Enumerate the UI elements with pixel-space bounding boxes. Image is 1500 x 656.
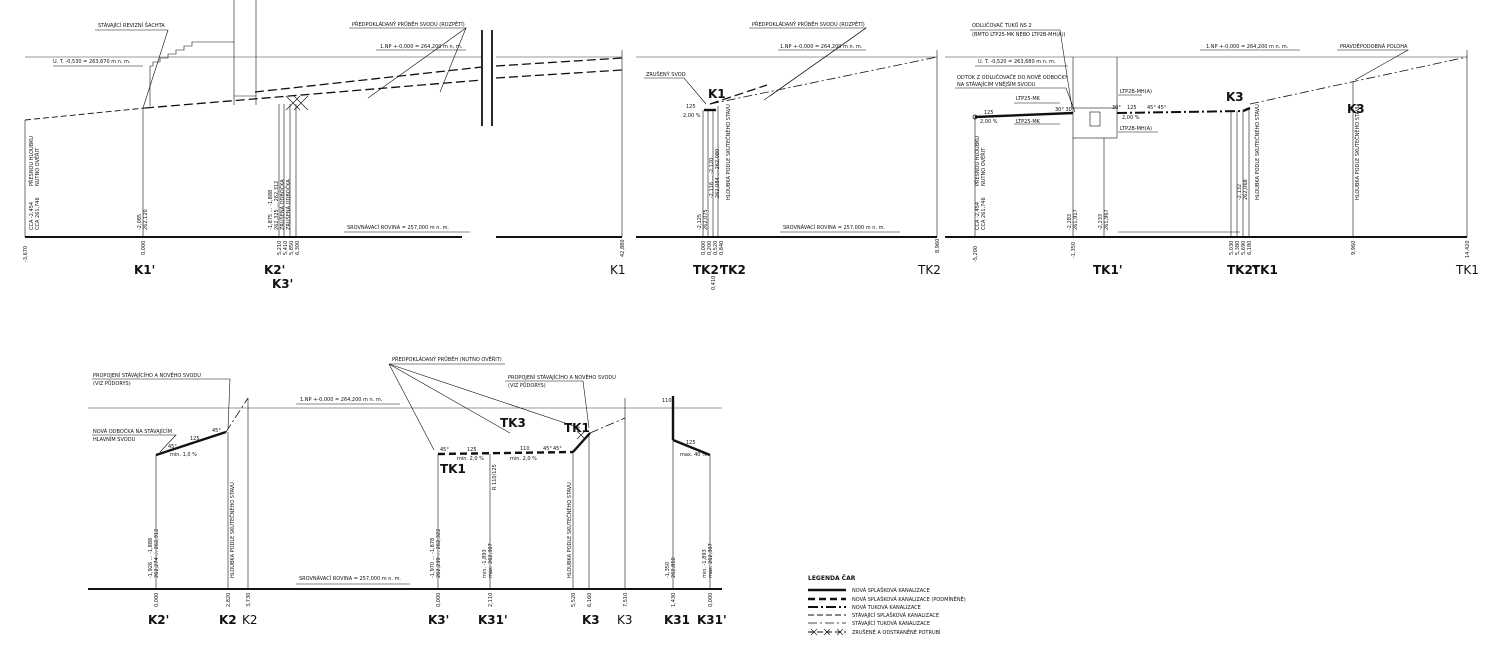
pipe-slope: min. 1,0 % [170,452,197,458]
node-label: K2' [148,613,170,627]
station: 5,030 [1229,240,1235,255]
depth-note: HLOUBKA PODLE SKUTEČNÉHO STAVU [1255,104,1261,200]
legend-item: NOVÁ SPLAŠKOVÁ KANALIZACE [852,588,930,594]
invert-depth: -2,085 [137,213,143,230]
bend-angle: 45° [212,428,221,434]
bend-angle: 45° [543,446,552,452]
node-label: TK1 [1252,263,1278,277]
invert-elevation: 262,068 [1243,179,1249,200]
station: 6,300 [295,240,301,255]
new-sewer-conditional [438,452,573,454]
cca-depth: CCA -2,454 [29,201,35,230]
station: 1,430 [671,592,677,607]
station: 0,000 [708,592,714,607]
invert-depth: -2,283 [1067,213,1073,230]
station: 0,000 [141,240,147,255]
existing-grease-sewer [1250,57,1467,104]
node-label: K31' [697,613,727,627]
pipe-dn: 110 [520,446,530,452]
cca-elevation: CCA 261,746 [981,197,987,230]
depth-note: NUTNO OVĚŘIT [35,147,41,186]
invert-elevation: 262,084 ... 262,080 [715,148,721,198]
invert-elevation: max. 262,307 [488,543,494,578]
station: 0,200 [707,240,713,255]
station: -5,200 [973,245,979,262]
station: 7,510 [623,592,629,607]
station: -3,670 [23,245,29,262]
legend-item: STÁVAJÍCÍ TUKOVÁ KANALIZACE [852,621,931,627]
node-label: TK1 [1456,263,1479,277]
cca-depth: CCA -2,454 [975,201,981,230]
assumed-route-upper [255,67,482,92]
station: 0,840 [719,240,725,255]
outflow-label: NA STÁVAJÍCÍM VNĚJŠÍM SVODU [957,82,1036,88]
node-label: K31' [478,613,508,627]
node-label: K1 [610,263,626,277]
floor-label: 1.NP +-0,000 = 264,200 m n. m. [300,397,383,403]
connection-label: (VIZ PŮDORYS) [93,381,131,387]
existing-sewer [590,418,625,433]
station: 5,210 [277,240,283,255]
cancelled-branch: ZRUŠENÁ ODBOČKA [286,179,292,230]
bend-angle: 45° [440,447,449,453]
bend-angle: 45° [168,444,177,450]
station: 9,960 [1351,240,1357,255]
assumed-route-label: PŘEDPOKLÁDANÝ PRŮBĚH SVODU (ROZPĚTÍ) [352,22,465,28]
invert-depth: -2,116 ... -2,120 [709,157,715,198]
separator-type: LTP2B-MH(A) [1120,126,1152,132]
probable-position-label: PRAVDĚPODOBNÁ POLOHA [1340,44,1408,50]
datum-label: SROVNÁVACÍ ROVINA = 257,000 m n. m. [783,225,886,231]
bend-angle: 45° [553,446,562,452]
invert-depth: -1,970 ... -1,878 [430,537,436,578]
station: 3,730 [246,592,252,607]
outflow-label: ODTOK Z ODLUČOVAČE DO NOVÉ ODBOČKY [957,75,1068,81]
line-legend [808,575,966,636]
cancelled-branch: ZRUŠENÁ ODBOČKA [280,179,286,230]
pipe-dn: 125 [1127,105,1137,111]
floor-label: 1.NP +-0,000 = 264,200 m n. m. [1206,44,1289,50]
depth-note: PŘESNOU HLOUBKU [975,136,981,186]
bend-angle: 30° 30° [1055,107,1075,113]
station: 0,520 [713,240,719,255]
invert-elevation: max. 262,307 [708,543,714,578]
datum-label: SROVNÁVACÍ ROVINA = 257,000 m n. m. [347,225,450,231]
connection-label: PROPOJENÍ STÁVAJÍCÍHO A NOVÉHO SVODU [508,375,616,381]
depth-note: NUTNO OVĚŘIT [981,147,987,186]
profile-2 [636,20,941,290]
reducer-label: R 110/125 [492,464,498,490]
separator-type: LTP25-MK [1016,96,1040,102]
legend-item: STÁVAJÍCÍ SPLAŠKOVÁ KANALIZACE [852,613,940,619]
invert-depth: -2,132 [1237,183,1243,200]
legend-item: NOVÁ TUKOVÁ KANALIZACE [852,605,921,611]
depth-note: HLOUBKA PODLE SKUTEČNÉHO STAVU [1355,104,1361,200]
station: 2,820 [226,592,232,607]
invert-elevation: 261,967 [1104,209,1110,230]
invert-depth: -1,926 ... -1,888 [148,537,154,578]
pipe-slope: 2,00 % [1122,115,1140,121]
separator-type: LTP2B-MH(A) [1120,89,1152,95]
depth-note: HLOUBKA PODLE SKUTEČNÉHO STAVU [567,482,573,578]
separator-label: ODLUČOVAČ TUKŮ NS 2 [972,23,1032,29]
cancelled-drain-label: ZRUŠENÝ SVOD [646,72,686,78]
station: 6,160 [587,592,593,607]
invert-depth: -2,233 [1098,213,1104,230]
invert-depth: min. -1,893 [482,549,488,578]
pipe-slope: 2,00 % [683,113,701,119]
assumed-route-lower [145,80,482,108]
node-label: TK3 [500,416,526,430]
pipe-dn: 125 [686,104,696,110]
node-label: TK2 [720,263,746,277]
station: 14,420 [1465,240,1471,258]
node-label: K1 [708,87,726,101]
node-label: K3 [1226,90,1244,104]
depth-note: HLOUBKA PODLE SKUTEČNÉHO STAVU [726,104,732,200]
invert-elevation: 261,917 [1073,209,1079,230]
node-label: K3 [617,613,633,627]
pipe-slope: min. 2,0 % [510,456,537,462]
node-label: K1' [134,263,156,277]
cca-elevation: CCA 261,746 [35,197,41,230]
node-label: K3' [272,277,294,291]
station: 5,690 [1241,240,1247,255]
grease-separator [1073,108,1117,138]
connection-label: PROPOJENÍ STÁVAJÍCÍHO A NOVÉHO SVODU [93,373,201,379]
invert-depth: min. -1,893 [702,549,708,578]
depth-note: PŘESNOU HLOUBKU [29,136,35,186]
floor-label: 1.NP +-0,000 = 264,200 m n. m. [380,44,463,50]
separator-label: (BMTO LTP25-MK NEBO LTP2B-MH(A)) [972,32,1066,38]
profile-3 [945,22,1479,277]
station: 5,850 [289,240,295,255]
node-label: TK2' [1227,263,1257,277]
node-label: K31 [664,613,690,627]
station: 5,520 [571,592,577,607]
pipe-dn: 125 [190,436,200,442]
station: 8,960 [935,238,941,253]
pipe-slope: 2,00 % [980,119,998,125]
invert-elevation: 262,325 ... 262,312 [274,180,280,230]
bend-angle: 30° [1112,105,1121,111]
pipe-dn: 125 [984,110,994,116]
separator-type: LTP25-MK [1016,119,1040,125]
terrain-label: U. T. -0,530 = 263,670 m n. m. [53,59,131,65]
profile-4 [88,355,727,627]
pipe-slope: max. 40 % [680,452,707,458]
station: -1,350 [1071,241,1077,258]
invert-elevation: 262,120 [143,209,149,230]
station: 6,180 [1247,240,1253,255]
invert-depth: -1,875 ... -1,888 [268,189,274,230]
invert-elevation: 262,075 [703,209,709,230]
invert-elevation: 262,850 [671,557,677,578]
node-label: K3 [582,613,600,627]
node-label: TK1' [1093,263,1123,277]
datum-label: SROVNÁVACÍ ROVINA = 257,000 m n. m. [299,576,402,582]
invert-depth: -1,350 [665,561,671,578]
terrain-label: U. T. -0,520 = 263,680 m n. m. [978,59,1056,65]
new-grease-sewer [1117,111,1243,113]
node-label: K2 [242,613,258,627]
connection-label: (VIZ PŮDORYS) [508,383,546,389]
station: 0,000 [436,592,442,607]
invert-elevation: 262,274 ... 262,312 [154,528,160,578]
floor-label: 1.NP +-0,000 = 264,200 m n. m. [780,44,863,50]
new-branch-label: HLAVNÍM SVODU [93,437,136,443]
new-branch-label: NOVÁ ODBOČKA NA STÁVAJÍCÍM [93,429,172,435]
node-label: K2 [219,613,237,627]
node-label: TK1 [564,421,590,435]
existing-sewer [25,108,145,120]
legend-item: ZRUŠENÉ A ODSTRANĚNÉ POTRUBÍ [852,630,941,636]
station: 0,410 [711,275,717,290]
station: 5,380 [1235,240,1241,255]
legend-item: NOVÁ SPLAŠKOVÁ KANALIZACE (PODMÍNĚNĚ) [852,597,966,603]
legend-title: LEGENDA ČAR [808,575,856,582]
profile-1 [23,0,626,291]
station: 2,110 [488,592,494,607]
station: 5,410 [283,240,289,255]
existing-grease-sewer [710,57,937,104]
station: 0,000 [701,240,707,255]
pipe-dn: 125 [467,447,477,453]
station: 42,880 [620,239,626,257]
bend-angle: 45° 45° [1147,105,1167,111]
node-label: TK1 [440,462,466,476]
node-label: K3 [1347,102,1365,116]
invert-elevation: 262,230 ... 262,322 [436,528,442,578]
node-label: TK2 [918,263,941,277]
node-label: K2' [264,263,286,277]
assumed-route-label: PŘEDPOKLÁDANÝ PRŮBĚH (NUTNO OVĚŘIT) [392,357,502,363]
depth-note: HLOUBKA PODLE SKUTEČNÉHO STAVU [230,482,236,578]
assumed-route-label: PŘEDPOKLÁDANÝ PRŮBĚH SVODU (ROZPĚTÍ) [752,22,865,28]
pipe-slope: min. 2,0 % [457,456,484,462]
shaft-label: STÁVAJÍCÍ REVIZNÍ ŠACHTA [98,23,165,29]
node-label: TK2' [693,263,723,277]
pipe-dn: 125 [686,440,696,446]
node-label: K3' [428,613,450,627]
station: 0,000 [154,592,160,607]
invert-depth: -2,125 [697,213,703,230]
pipe-dn: 110 [662,398,672,404]
